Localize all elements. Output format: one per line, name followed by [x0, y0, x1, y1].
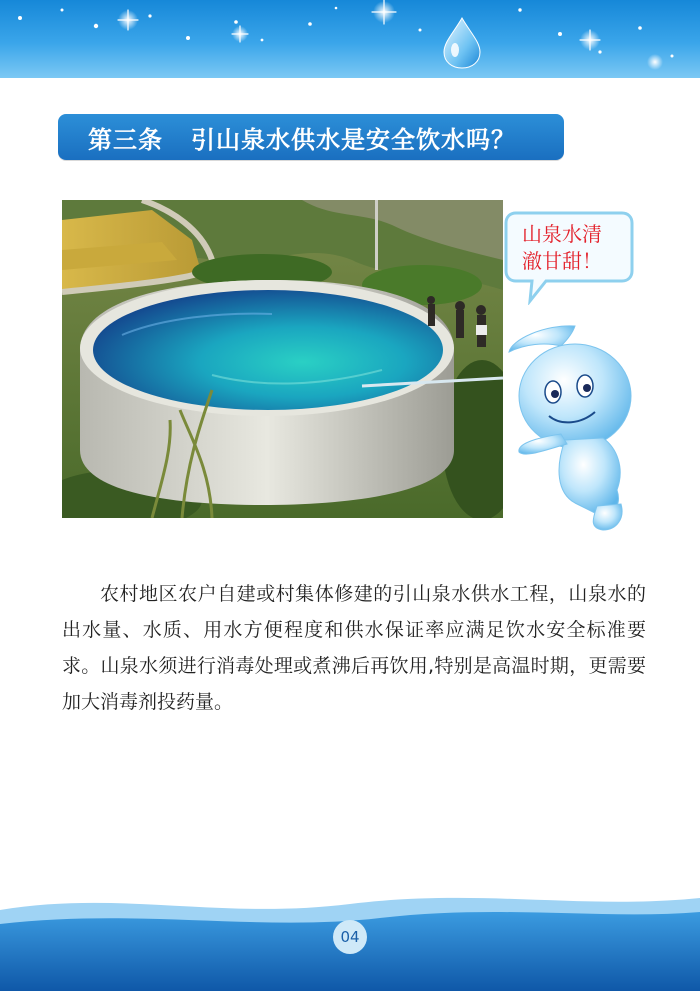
article-number: 第三条 — [88, 125, 163, 154]
page-number: 04 — [333, 920, 367, 954]
bubble-text — [522, 221, 632, 275]
reservoir-photo — [62, 200, 503, 518]
article-title: 引山泉水供水是安全饮水吗？ — [191, 125, 516, 154]
section-title-bar — [58, 114, 564, 160]
bubble-line-2: 澈甘甜！ — [522, 249, 602, 273]
water-drop-mascot — [505, 318, 645, 533]
bubble-line-1: 山泉水清 — [522, 222, 602, 246]
water-drop-icon — [444, 18, 480, 68]
body-paragraph: 农村地区农户自建或村集体修建的引山泉水供水工程，山泉水的出水量、水质、用水方便程度和供水保证率应满足饮水安全标准要求。山泉水须进行消毒处理或煮沸后再饮用,特别是高温时期，更需要加大消毒剂投药量。 — [62, 583, 646, 713]
speech-bubble — [500, 205, 640, 305]
banner-sparkles — [0, 0, 700, 78]
top-banner — [0, 0, 700, 78]
